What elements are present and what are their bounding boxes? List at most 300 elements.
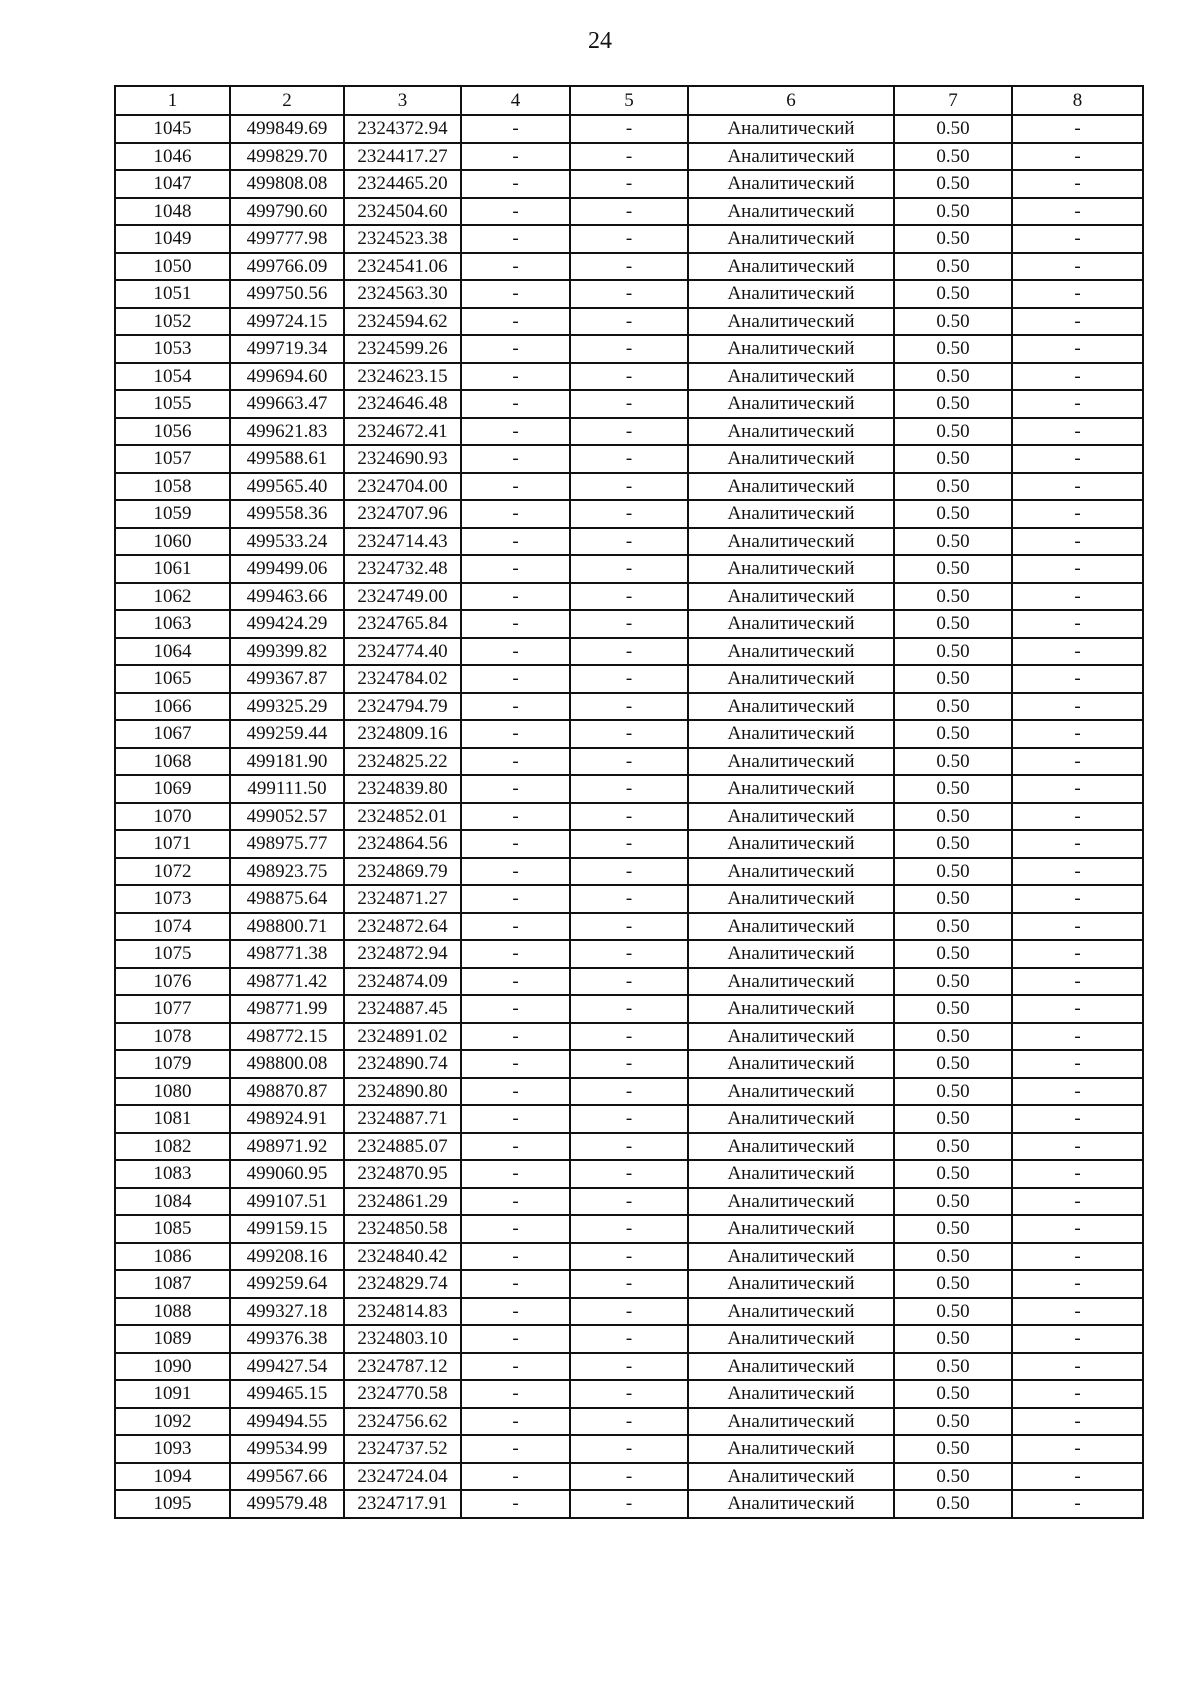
col4-cell: - (461, 335, 570, 363)
coord-x-cell: 499159.15 (230, 1215, 344, 1243)
method-cell: Аналитический (688, 418, 894, 446)
col4-cell: - (461, 1463, 570, 1491)
col5-cell: - (570, 1298, 688, 1326)
accuracy-cell: 0.50 (894, 583, 1012, 611)
coord-x-cell: 499107.51 (230, 1188, 344, 1216)
method-cell: Аналитический (688, 308, 894, 336)
method-cell: Аналитический (688, 225, 894, 253)
col5-cell: - (570, 1408, 688, 1436)
point-number-cell: 1073 (115, 885, 230, 913)
col4-cell: - (461, 583, 570, 611)
col4-cell: - (461, 1408, 570, 1436)
accuracy-cell: 0.50 (894, 1188, 1012, 1216)
col5-cell: - (570, 253, 688, 281)
col8-cell: - (1012, 830, 1143, 858)
table-row (115, 830, 1143, 858)
method-cell: Аналитический (688, 1215, 894, 1243)
coord-x-cell: 499849.69 (230, 115, 344, 143)
accuracy-cell: 0.50 (894, 638, 1012, 666)
accuracy-cell: 0.50 (894, 335, 1012, 363)
coord-y-cell: 2324814.83 (344, 1298, 461, 1326)
col8-cell: - (1012, 1325, 1143, 1353)
point-number-cell: 1053 (115, 335, 230, 363)
col8-cell: - (1012, 280, 1143, 308)
accuracy-cell: 0.50 (894, 940, 1012, 968)
method-cell: Аналитический (688, 335, 894, 363)
col4-cell: - (461, 693, 570, 721)
coord-y-cell: 2324852.01 (344, 803, 461, 831)
coord-y-cell: 2324707.96 (344, 500, 461, 528)
table-row (115, 858, 1143, 886)
col4-cell: - (461, 830, 570, 858)
col4-cell: - (461, 1298, 570, 1326)
table-row (115, 390, 1143, 418)
col5-cell: - (570, 1188, 688, 1216)
col5-cell: - (570, 363, 688, 391)
point-number-cell: 1055 (115, 390, 230, 418)
coord-y-cell: 2324829.74 (344, 1270, 461, 1298)
col5-cell: - (570, 775, 688, 803)
method-cell: Аналитический (688, 1435, 894, 1463)
point-number-cell: 1063 (115, 610, 230, 638)
coord-y-cell: 2324864.56 (344, 830, 461, 858)
point-number-cell: 1047 (115, 170, 230, 198)
col8-cell: - (1012, 1215, 1143, 1243)
accuracy-cell: 0.50 (894, 253, 1012, 281)
method-cell: Аналитический (688, 500, 894, 528)
table-row (115, 638, 1143, 666)
col4-cell: - (461, 1188, 570, 1216)
col4-cell: - (461, 1078, 570, 1106)
point-number-cell: 1061 (115, 555, 230, 583)
col5-cell: - (570, 748, 688, 776)
accuracy-cell: 0.50 (894, 858, 1012, 886)
table-row (115, 1380, 1143, 1408)
col8-cell: - (1012, 1188, 1143, 1216)
col8-cell: - (1012, 775, 1143, 803)
coord-x-cell: 499533.24 (230, 528, 344, 556)
accuracy-cell: 0.50 (894, 308, 1012, 336)
col5-cell: - (570, 858, 688, 886)
col8-cell: - (1012, 308, 1143, 336)
accuracy-cell: 0.50 (894, 1298, 1012, 1326)
method-cell: Аналитический (688, 363, 894, 391)
coord-y-cell: 2324717.91 (344, 1490, 461, 1518)
method-cell: Аналитический (688, 940, 894, 968)
col5-cell: - (570, 1490, 688, 1518)
column-header-8: 8 (1012, 86, 1143, 115)
accuracy-cell: 0.50 (894, 1215, 1012, 1243)
accuracy-cell: 0.50 (894, 363, 1012, 391)
col4-cell: - (461, 720, 570, 748)
coord-y-cell: 2324839.80 (344, 775, 461, 803)
col4-cell: - (461, 803, 570, 831)
table-row (115, 1270, 1143, 1298)
accuracy-cell: 0.50 (894, 1353, 1012, 1381)
method-cell: Аналитический (688, 775, 894, 803)
col4-cell: - (461, 748, 570, 776)
coord-x-cell: 499376.38 (230, 1325, 344, 1353)
col5-cell: - (570, 1463, 688, 1491)
column-header-5: 5 (570, 86, 688, 115)
point-number-cell: 1045 (115, 115, 230, 143)
col4-cell: - (461, 1133, 570, 1161)
accuracy-cell: 0.50 (894, 390, 1012, 418)
col5-cell: - (570, 225, 688, 253)
coord-x-cell: 498800.71 (230, 913, 344, 941)
coord-y-cell: 2324774.40 (344, 638, 461, 666)
accuracy-cell: 0.50 (894, 225, 1012, 253)
col8-cell: - (1012, 418, 1143, 446)
table-row (115, 665, 1143, 693)
table-row (115, 1050, 1143, 1078)
column-header-3: 3 (344, 86, 461, 115)
method-cell: Аналитический (688, 665, 894, 693)
coord-x-cell: 499111.50 (230, 775, 344, 803)
coord-y-cell: 2324690.93 (344, 445, 461, 473)
point-number-cell: 1078 (115, 1023, 230, 1051)
col5-cell: - (570, 885, 688, 913)
col8-cell: - (1012, 995, 1143, 1023)
point-number-cell: 1082 (115, 1133, 230, 1161)
point-number-cell: 1095 (115, 1490, 230, 1518)
col5-cell: - (570, 170, 688, 198)
point-number-cell: 1074 (115, 913, 230, 941)
accuracy-cell: 0.50 (894, 1270, 1012, 1298)
table-row (115, 1215, 1143, 1243)
col5-cell: - (570, 995, 688, 1023)
accuracy-cell: 0.50 (894, 1408, 1012, 1436)
col5-cell: - (570, 500, 688, 528)
coord-y-cell: 2324672.41 (344, 418, 461, 446)
col8-cell: - (1012, 363, 1143, 391)
coord-x-cell: 499259.64 (230, 1270, 344, 1298)
col4-cell: - (461, 1353, 570, 1381)
col5-cell: - (570, 1133, 688, 1161)
col4-cell: - (461, 638, 570, 666)
column-header-6: 6 (688, 86, 894, 115)
point-number-cell: 1092 (115, 1408, 230, 1436)
col5-cell: - (570, 940, 688, 968)
coord-x-cell: 498923.75 (230, 858, 344, 886)
table-row (115, 610, 1143, 638)
method-cell: Аналитический (688, 1380, 894, 1408)
col8-cell: - (1012, 803, 1143, 831)
coord-x-cell: 499829.70 (230, 143, 344, 171)
coord-x-cell: 499424.29 (230, 610, 344, 638)
coord-y-cell: 2324465.20 (344, 170, 461, 198)
accuracy-cell: 0.50 (894, 610, 1012, 638)
point-number-cell: 1064 (115, 638, 230, 666)
accuracy-cell: 0.50 (894, 555, 1012, 583)
accuracy-cell: 0.50 (894, 913, 1012, 941)
table-row (115, 748, 1143, 776)
method-cell: Аналитический (688, 170, 894, 198)
coord-y-cell: 2324599.26 (344, 335, 461, 363)
coord-x-cell: 498800.08 (230, 1050, 344, 1078)
coord-y-cell: 2324737.52 (344, 1435, 461, 1463)
page-number: 24 (588, 28, 612, 54)
col4-cell: - (461, 665, 570, 693)
coord-x-cell: 499325.29 (230, 693, 344, 721)
col4-cell: - (461, 1490, 570, 1518)
table-row (115, 143, 1143, 171)
coord-y-cell: 2324541.06 (344, 253, 461, 281)
col8-cell: - (1012, 1078, 1143, 1106)
accuracy-cell: 0.50 (894, 968, 1012, 996)
coord-y-cell: 2324840.42 (344, 1243, 461, 1271)
coord-y-cell: 2324861.29 (344, 1188, 461, 1216)
column-header-1: 1 (115, 86, 230, 115)
table-row (115, 803, 1143, 831)
method-cell: Аналитический (688, 1133, 894, 1161)
col4-cell: - (461, 968, 570, 996)
col8-cell: - (1012, 528, 1143, 556)
accuracy-cell: 0.50 (894, 1325, 1012, 1353)
coord-y-cell: 2324714.43 (344, 528, 461, 556)
coord-y-cell: 2324765.84 (344, 610, 461, 638)
accuracy-cell: 0.50 (894, 1435, 1012, 1463)
col4-cell: - (461, 500, 570, 528)
table-row (115, 363, 1143, 391)
coord-x-cell: 499750.56 (230, 280, 344, 308)
method-cell: Аналитический (688, 143, 894, 171)
col4-cell: - (461, 170, 570, 198)
coord-y-cell: 2324870.95 (344, 1160, 461, 1188)
table-row (115, 445, 1143, 473)
col4-cell: - (461, 115, 570, 143)
col4-cell: - (461, 1023, 570, 1051)
coord-x-cell: 499427.54 (230, 1353, 344, 1381)
coord-x-cell: 499399.82 (230, 638, 344, 666)
coord-x-cell: 498971.92 (230, 1133, 344, 1161)
col5-cell: - (570, 308, 688, 336)
coord-x-cell: 499766.09 (230, 253, 344, 281)
col5-cell: - (570, 1380, 688, 1408)
table-row (115, 335, 1143, 363)
col8-cell: - (1012, 858, 1143, 886)
method-cell: Аналитический (688, 390, 894, 418)
col8-cell: - (1012, 940, 1143, 968)
col8-cell: - (1012, 115, 1143, 143)
col5-cell: - (570, 418, 688, 446)
coord-x-cell: 499060.95 (230, 1160, 344, 1188)
coord-y-cell: 2324724.04 (344, 1463, 461, 1491)
point-number-cell: 1062 (115, 583, 230, 611)
method-cell: Аналитический (688, 1490, 894, 1518)
col8-cell: - (1012, 1298, 1143, 1326)
table-row (115, 1353, 1143, 1381)
accuracy-cell: 0.50 (894, 1380, 1012, 1408)
table-row (115, 170, 1143, 198)
point-number-cell: 1091 (115, 1380, 230, 1408)
accuracy-cell: 0.50 (894, 748, 1012, 776)
coordinates-table (114, 85, 1144, 1519)
col5-cell: - (570, 390, 688, 418)
col5-cell: - (570, 1215, 688, 1243)
column-header-2: 2 (230, 86, 344, 115)
col4-cell: - (461, 143, 570, 171)
table-row (115, 1325, 1143, 1353)
table-row (115, 418, 1143, 446)
col8-cell: - (1012, 1463, 1143, 1491)
coord-x-cell: 499465.15 (230, 1380, 344, 1408)
coord-x-cell: 499808.08 (230, 170, 344, 198)
col5-cell: - (570, 1325, 688, 1353)
point-number-cell: 1086 (115, 1243, 230, 1271)
col8-cell: - (1012, 693, 1143, 721)
coord-y-cell: 2324623.15 (344, 363, 461, 391)
method-cell: Аналитический (688, 473, 894, 501)
coord-x-cell: 498875.64 (230, 885, 344, 913)
col8-cell: - (1012, 1353, 1143, 1381)
coord-y-cell: 2324704.00 (344, 473, 461, 501)
coord-y-cell: 2324749.00 (344, 583, 461, 611)
col8-cell: - (1012, 335, 1143, 363)
coord-y-cell: 2324504.60 (344, 198, 461, 226)
coord-x-cell: 499588.61 (230, 445, 344, 473)
point-number-cell: 1079 (115, 1050, 230, 1078)
point-number-cell: 1048 (115, 198, 230, 226)
col4-cell: - (461, 995, 570, 1023)
col4-cell: - (461, 1243, 570, 1271)
coord-x-cell: 499567.66 (230, 1463, 344, 1491)
accuracy-cell: 0.50 (894, 1160, 1012, 1188)
point-number-cell: 1075 (115, 940, 230, 968)
table-row (115, 473, 1143, 501)
coord-y-cell: 2324825.22 (344, 748, 461, 776)
col8-cell: - (1012, 720, 1143, 748)
coord-y-cell: 2324890.74 (344, 1050, 461, 1078)
method-cell: Аналитический (688, 1298, 894, 1326)
col4-cell: - (461, 1105, 570, 1133)
table-row (115, 968, 1143, 996)
table-row (115, 555, 1143, 583)
col8-cell: - (1012, 1105, 1143, 1133)
point-number-cell: 1094 (115, 1463, 230, 1491)
point-number-cell: 1090 (115, 1353, 230, 1381)
coord-y-cell: 2324885.07 (344, 1133, 461, 1161)
point-number-cell: 1093 (115, 1435, 230, 1463)
point-number-cell: 1066 (115, 693, 230, 721)
col4-cell: - (461, 555, 570, 583)
point-number-cell: 1058 (115, 473, 230, 501)
coord-y-cell: 2324372.94 (344, 115, 461, 143)
col5-cell: - (570, 1435, 688, 1463)
col8-cell: - (1012, 225, 1143, 253)
accuracy-cell: 0.50 (894, 170, 1012, 198)
col8-cell: - (1012, 253, 1143, 281)
coord-x-cell: 498870.87 (230, 1078, 344, 1106)
point-number-cell: 1049 (115, 225, 230, 253)
col5-cell: - (570, 610, 688, 638)
col5-cell: - (570, 528, 688, 556)
accuracy-cell: 0.50 (894, 1463, 1012, 1491)
point-number-cell: 1077 (115, 995, 230, 1023)
method-cell: Аналитический (688, 748, 894, 776)
col5-cell: - (570, 638, 688, 666)
table-row (115, 1160, 1143, 1188)
point-number-cell: 1081 (115, 1105, 230, 1133)
coord-x-cell: 499724.15 (230, 308, 344, 336)
col5-cell: - (570, 803, 688, 831)
table-row (115, 1023, 1143, 1051)
table-row (115, 280, 1143, 308)
coord-x-cell: 499565.40 (230, 473, 344, 501)
col8-cell: - (1012, 968, 1143, 996)
col5-cell: - (570, 473, 688, 501)
coord-x-cell: 499499.06 (230, 555, 344, 583)
accuracy-cell: 0.50 (894, 803, 1012, 831)
method-cell: Аналитический (688, 693, 894, 721)
accuracy-cell: 0.50 (894, 418, 1012, 446)
col4-cell: - (461, 528, 570, 556)
point-number-cell: 1068 (115, 748, 230, 776)
coord-y-cell: 2324850.58 (344, 1215, 461, 1243)
col8-cell: - (1012, 665, 1143, 693)
col8-cell: - (1012, 390, 1143, 418)
method-cell: Аналитический (688, 913, 894, 941)
method-cell: Аналитический (688, 253, 894, 281)
table-row (115, 1408, 1143, 1436)
point-number-cell: 1054 (115, 363, 230, 391)
coord-x-cell: 499621.83 (230, 418, 344, 446)
col5-cell: - (570, 1050, 688, 1078)
col8-cell: - (1012, 555, 1143, 583)
accuracy-cell: 0.50 (894, 885, 1012, 913)
point-number-cell: 1046 (115, 143, 230, 171)
col8-cell: - (1012, 1490, 1143, 1518)
col4-cell: - (461, 913, 570, 941)
accuracy-cell: 0.50 (894, 528, 1012, 556)
coord-x-cell: 498924.91 (230, 1105, 344, 1133)
column-header-4: 4 (461, 86, 570, 115)
col5-cell: - (570, 280, 688, 308)
table-row (115, 225, 1143, 253)
coord-y-cell: 2324891.02 (344, 1023, 461, 1051)
point-number-cell: 1088 (115, 1298, 230, 1326)
point-number-cell: 1070 (115, 803, 230, 831)
col5-cell: - (570, 1270, 688, 1298)
col4-cell: - (461, 473, 570, 501)
accuracy-cell: 0.50 (894, 1023, 1012, 1051)
point-number-cell: 1065 (115, 665, 230, 693)
method-cell: Аналитический (688, 1023, 894, 1051)
col4-cell: - (461, 445, 570, 473)
coord-x-cell: 498771.42 (230, 968, 344, 996)
col8-cell: - (1012, 500, 1143, 528)
method-cell: Аналитический (688, 445, 894, 473)
method-cell: Аналитический (688, 1270, 894, 1298)
method-cell: Аналитический (688, 720, 894, 748)
table-row (115, 1490, 1143, 1518)
coord-y-cell: 2324417.27 (344, 143, 461, 171)
col4-cell: - (461, 1435, 570, 1463)
method-cell: Аналитический (688, 638, 894, 666)
col8-cell: - (1012, 610, 1143, 638)
col8-cell: - (1012, 1023, 1143, 1051)
table-header-row (115, 86, 1143, 115)
point-number-cell: 1076 (115, 968, 230, 996)
coord-y-cell: 2324887.71 (344, 1105, 461, 1133)
table-row (115, 308, 1143, 336)
col4-cell: - (461, 280, 570, 308)
accuracy-cell: 0.50 (894, 1243, 1012, 1271)
col8-cell: - (1012, 748, 1143, 776)
col5-cell: - (570, 830, 688, 858)
col8-cell: - (1012, 638, 1143, 666)
col8-cell: - (1012, 1050, 1143, 1078)
